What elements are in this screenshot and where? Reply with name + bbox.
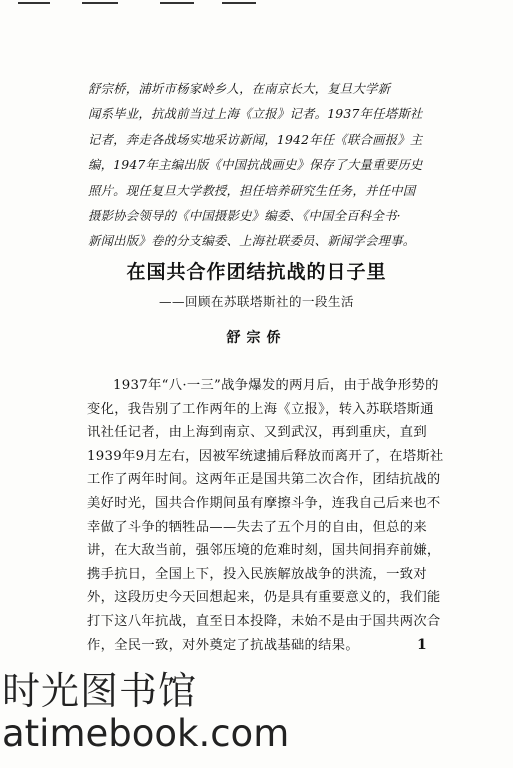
edge-mark	[160, 2, 194, 4]
bio-line: 摄影协会领导的《中国摄影史》编委、《中国全百科全书·	[88, 208, 401, 224]
page-number: 1	[417, 637, 427, 653]
body-line: 幸做了斗争的牺牲品——失去了五个月的自由，但总的来	[87, 519, 427, 535]
body-line: 美好时光，国共合作期间虽有摩擦斗争，连我自己后来也不	[87, 495, 441, 511]
body-line: 讯社任记者，由上海到南京、又到武汉，再到重庆，直到	[87, 425, 427, 441]
body-line: 外，这段历史今天回想起来，仍是具有重要意义的，我们能	[87, 590, 441, 606]
bio-line: 照片。现任复旦大学教授，担任培养研究生任务，并任中国	[88, 182, 416, 198]
watermark-url: atimebook.com	[2, 712, 290, 755]
body-line: 打下这八年抗战，直至日本投降，未始不是由于国共两次合	[87, 613, 441, 629]
body-line: 变化，我告别了工作两年的上海《立报》，转入苏联塔斯通	[87, 401, 434, 417]
edge-mark	[18, 2, 50, 4]
bio-line: 舒宗桥，浦圻市杨家岭乡人，在南京长大，复旦大学新	[88, 81, 391, 96]
bio-line: 闻系毕业，抗战前当过上海《立报》记者。1937年任塔斯社	[88, 106, 423, 122]
watermark-site-name: 时光图书馆	[2, 669, 198, 713]
edge-mark	[222, 2, 256, 4]
article-subtitle: ——回顾在苏联塔斯社的一段生活	[158, 294, 354, 309]
bio-line: 新闻出版》卷的分支编委、上海社联委员、新闻学会理事。	[88, 233, 416, 249]
bio-line: 记者，奔走各战场实地采访新闻，1942年任《联合画报》主	[88, 131, 423, 147]
body-line: 1939年9月左右，因被军统逮捕后释放而离开了，在塔斯社	[87, 448, 444, 464]
body-line: 1937年“八·一三”战争爆发的两月后，由于战争形势的	[113, 378, 439, 393]
body-line: 作，全民一致，对外奠定了抗战基础的结果。	[87, 637, 359, 653]
author-bio	[88, 76, 463, 254]
top-edge-marks	[0, 0, 513, 10]
body-line: 工作了两年时间。这两年正是国共第二次合作，团结抗战的	[87, 472, 441, 488]
article-author: 舒宗侨	[226, 330, 287, 346]
bio-line: 编，1947年主编出版《中国抗战画史》保存了大量重要历史	[88, 157, 423, 173]
body-line: 携手抗日，全国上下，投入民族解放战争的洪流，一致对	[87, 566, 427, 582]
article-body	[87, 374, 447, 657]
article-title: 在国共合作团结抗战的日子里	[126, 261, 387, 283]
body-line: 讲，在大敌当前，强邻压境的危难时刻，国共间捐弃前嫌，	[87, 543, 441, 559]
edge-mark	[82, 2, 118, 4]
